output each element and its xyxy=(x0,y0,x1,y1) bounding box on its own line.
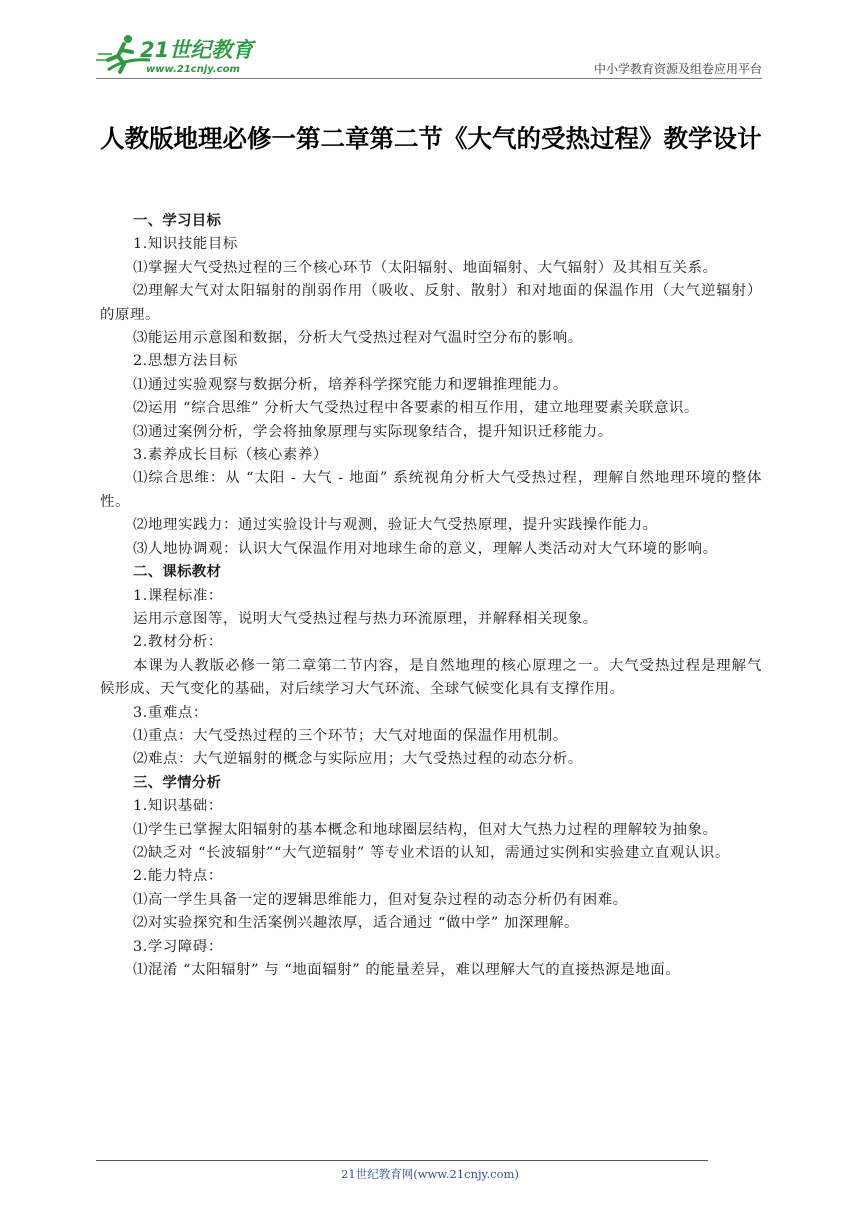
body-paragraph: ⑵缺乏对 “长波辐射”“大气逆辐射” 等专业术语的认知，需通过实例和实验建立直观认识。 xyxy=(133,844,730,861)
body-paragraph: ⑴高一学生具备一定的逻辑思维能力，但对复杂过程的动态分析仍有困难。 xyxy=(133,891,628,908)
section-heading: 二、课标教材 xyxy=(133,564,222,581)
body-paragraph: ⑵理解大气对太阳辐射的削弱作用（吸收、反射、散射）和对地面的保温作用（大气逆辐射）的原理。 xyxy=(100,283,762,323)
site-logo[interactable] xyxy=(94,30,284,78)
body-paragraph: ⑶人地协调观：认识大气保温作用对地球生命的意义，理解人类活动对大气环境的影响。 xyxy=(133,540,718,557)
body-paragraph: 2.能力特点： xyxy=(133,868,223,885)
body-paragraph: ⑴混淆 “太阳辐射” 与 “地面辐射” 的能量差异，难以理解大气的直接热源是地面。 xyxy=(133,962,681,978)
page-header xyxy=(94,30,762,80)
body-paragraph: 3.素养成长目标（核心素养） xyxy=(133,447,328,464)
body-paragraph: ⑴重点：大气受热过程的三个环节；大气对地面的保温作用机制。 xyxy=(133,727,568,744)
body-paragraph: 3.重难点： xyxy=(133,704,208,721)
body-paragraph: 3.学习障碍： xyxy=(133,938,223,955)
platform-tagline: 中小学教育资源及组卷应用平台 xyxy=(593,62,762,76)
body-paragraph: ⑴综合思维：从 “太阳 - 大气 - 地面” 系统视角分析大气受热过程，理解自然地理环境的整体性。 xyxy=(100,470,762,510)
header-divider xyxy=(96,78,762,79)
body-paragraph: 1.知识技能目标 xyxy=(133,236,238,253)
footer-divider xyxy=(96,1160,708,1161)
body-paragraph: 1.课程标准： xyxy=(133,587,223,604)
page-title: 人教版地理必修一第二章第二节《大气的受热过程》教学设计 xyxy=(100,124,762,154)
body-paragraph: ⑵地理实践力：通过实验设计与观测，验证大气受热原理，提升实践操作能力。 xyxy=(133,517,658,534)
body-paragraph: 2.教材分析： xyxy=(133,634,223,651)
body-paragraph: ⑴掌握大气受热过程的三个核心环节（太阳辐射、地面辐射、大气辐射）及其相互关系。 xyxy=(133,259,718,276)
logo-url: www.21cnjy.com xyxy=(146,64,240,75)
body-paragraph: 1.知识基础： xyxy=(133,798,223,815)
body-paragraph: ⑶通过案例分析，学会将抽象原理与实际现象结合，提升知识迁移能力。 xyxy=(133,423,613,440)
section-heading: 三、学情分析 xyxy=(133,774,222,791)
runner-logo-icon xyxy=(94,30,284,78)
body-paragraph: ⑵运用 “综合思维” 分析大气受热过程中各要素的相互作用，建立地理要素关联意识。 xyxy=(133,400,699,417)
footer-link[interactable]: 21世纪教育网(www.21cnjy.com) xyxy=(341,1167,519,1181)
logo-text: 21世纪教育 xyxy=(140,38,254,62)
body-paragraph: ⑵对实验探究和生活案例兴趣浓厚，适合通过 “做中学” 加深理解。 xyxy=(133,915,580,932)
body-paragraph: ⑵难点：大气逆辐射的概念与实际应用；大气受热过程的动态分析。 xyxy=(133,751,583,768)
body-paragraph: ⑴通过实验观察与数据分析，培养科学探究能力和逻辑推理能力。 xyxy=(133,376,568,393)
body-paragraph: ⑶能运用示意图和数据，分析大气受热过程对气温时空分布的影响。 xyxy=(133,330,583,347)
body-paragraph: ⑴学生已掌握太阳辐射的基本概念和地球圈层结构，但对大气热力过程的理解较为抽象。 xyxy=(133,821,718,838)
body-paragraph: 运用示意图等，说明大气受热过程与热力环流原理，并解释相关现象。 xyxy=(133,610,598,627)
body-paragraph: 2.思想方法目标 xyxy=(133,353,238,370)
document-body xyxy=(100,210,762,982)
section-heading: 一、学习目标 xyxy=(133,213,222,229)
body-paragraph: 本课为人教版必修一第二章第二节内容，是自然地理的核心原理之一。大气受热过程是理解气候形成、天气变化的基础，对后续学习大气环流、全球气候变化具有支撑作用。 xyxy=(100,657,762,698)
